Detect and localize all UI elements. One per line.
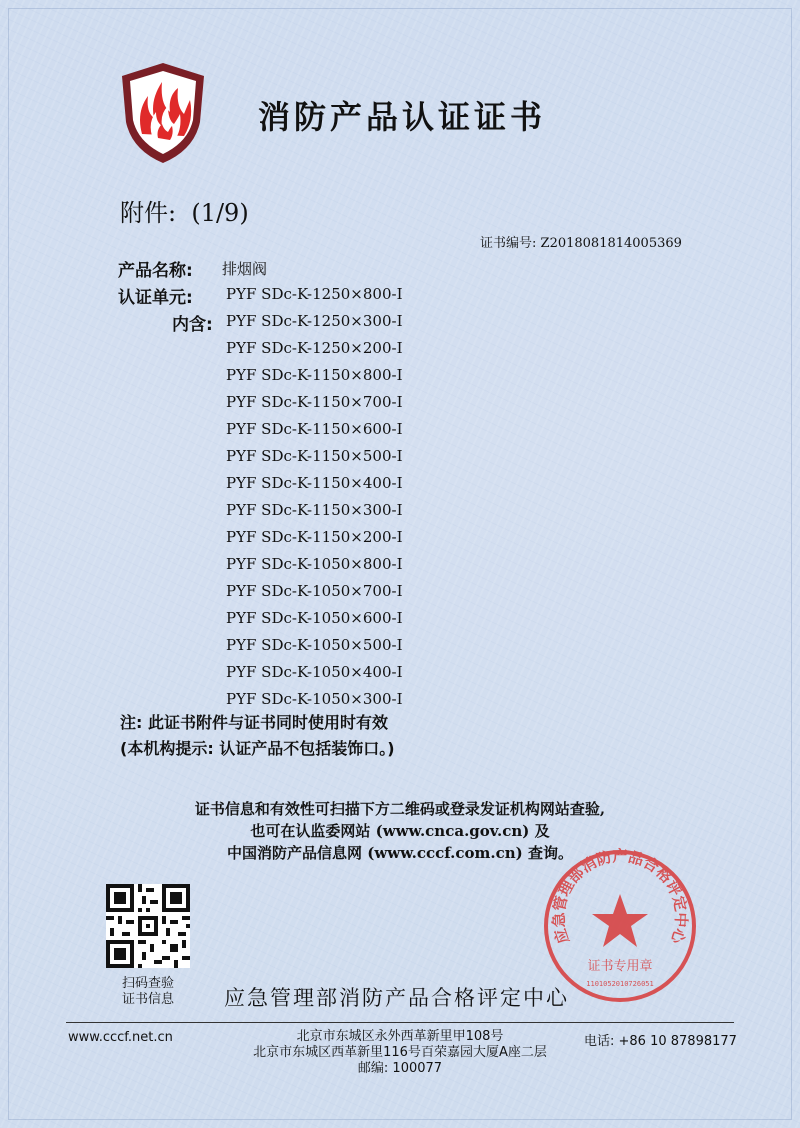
qr-caption-line1: 扫码查验 <box>122 976 175 991</box>
footer-postcode: 邮编: 100077 <box>357 1061 443 1076</box>
verification-info-line1: 证书信息和有效性可扫描下方二维码或登录发证机构网站查验, <box>194 800 606 818</box>
certification-unit-label: 认证单元: <box>118 288 193 308</box>
footer-address-1: 北京市东城区永外西革新里甲108号 <box>296 1029 504 1044</box>
seal-code: 1101052010726051 <box>586 980 654 988</box>
certificate-number: Z2018081814005369 <box>540 236 682 251</box>
seal-bottom-text: 证书专用章 <box>587 959 653 974</box>
model-item: PYF SDc-K-1250×200-I <box>226 339 403 357</box>
certificate-number-label: 证书编号: <box>480 236 537 251</box>
fire-shield-logo-icon <box>118 60 208 166</box>
contains-label: 内含: <box>172 315 213 335</box>
qr-code-icon[interactable] <box>106 884 190 968</box>
model-item: PYF SDc-K-1050×700-I <box>226 582 403 600</box>
footer-website[interactable]: www.cccf.net.cn <box>68 1030 173 1045</box>
certificate-number-row <box>480 232 682 251</box>
model-item: PYF SDc-K-1050×500-I <box>226 636 403 654</box>
verification-info-line3: 中国消防产品信息网 (www.cccf.com.cn) 查询。 <box>227 844 573 862</box>
model-item: PYF SDc-K-1150×700-I <box>226 393 403 411</box>
model-item: PYF SDc-K-1050×400-I <box>226 663 403 681</box>
qr-caption-line2: 证书信息 <box>122 992 175 1007</box>
verification-info-line2: 也可在认监委网站 (www.cnca.gov.cn) 及 <box>250 822 550 840</box>
annex-page-label: 附件: (1/9) <box>120 199 249 227</box>
official-seal-stamp-icon <box>540 846 700 1006</box>
document-title: 消防产品认证证书 <box>258 98 547 136</box>
institution-note: (本机构提示: 认证产品不包括装饰口。) <box>120 739 395 758</box>
footer-divider <box>66 1022 734 1023</box>
model-item: PYF SDc-K-1050×300-I <box>226 690 403 708</box>
model-item: PYF SDc-K-1050×800-I <box>226 555 403 573</box>
footer-phone: 电话: +86 10 87898177 <box>584 1034 737 1049</box>
model-item: PYF SDc-K-1250×300-I <box>226 312 403 330</box>
seal-arc-text: 应急管理部消防产品合格评定中心 <box>549 847 691 946</box>
model-item: PYF SDc-K-1150×200-I <box>226 528 403 546</box>
footer-address-2: 北京市东城区西革新里116号百荣嘉园大厦A座二层 <box>253 1045 547 1060</box>
model-item: PYF SDc-K-1150×300-I <box>226 501 403 519</box>
model-item: PYF SDc-K-1050×600-I <box>226 609 403 627</box>
validity-note: 注: 此证书附件与证书同时使用时有效 <box>120 713 388 732</box>
model-item: PYF SDc-K-1150×400-I <box>226 474 403 492</box>
model-item: PYF SDc-K-1150×800-I <box>226 366 403 384</box>
certification-unit: PYF SDc-K-1250×800-I <box>226 285 403 303</box>
model-item: PYF SDc-K-1150×500-I <box>226 447 403 465</box>
model-item: PYF SDc-K-1150×600-I <box>226 420 403 438</box>
product-name-label: 产品名称: <box>118 261 193 281</box>
issuing-organization: 应急管理部消防产品合格评定中心 <box>224 986 569 1010</box>
product-name: 排烟阀 <box>222 260 268 278</box>
